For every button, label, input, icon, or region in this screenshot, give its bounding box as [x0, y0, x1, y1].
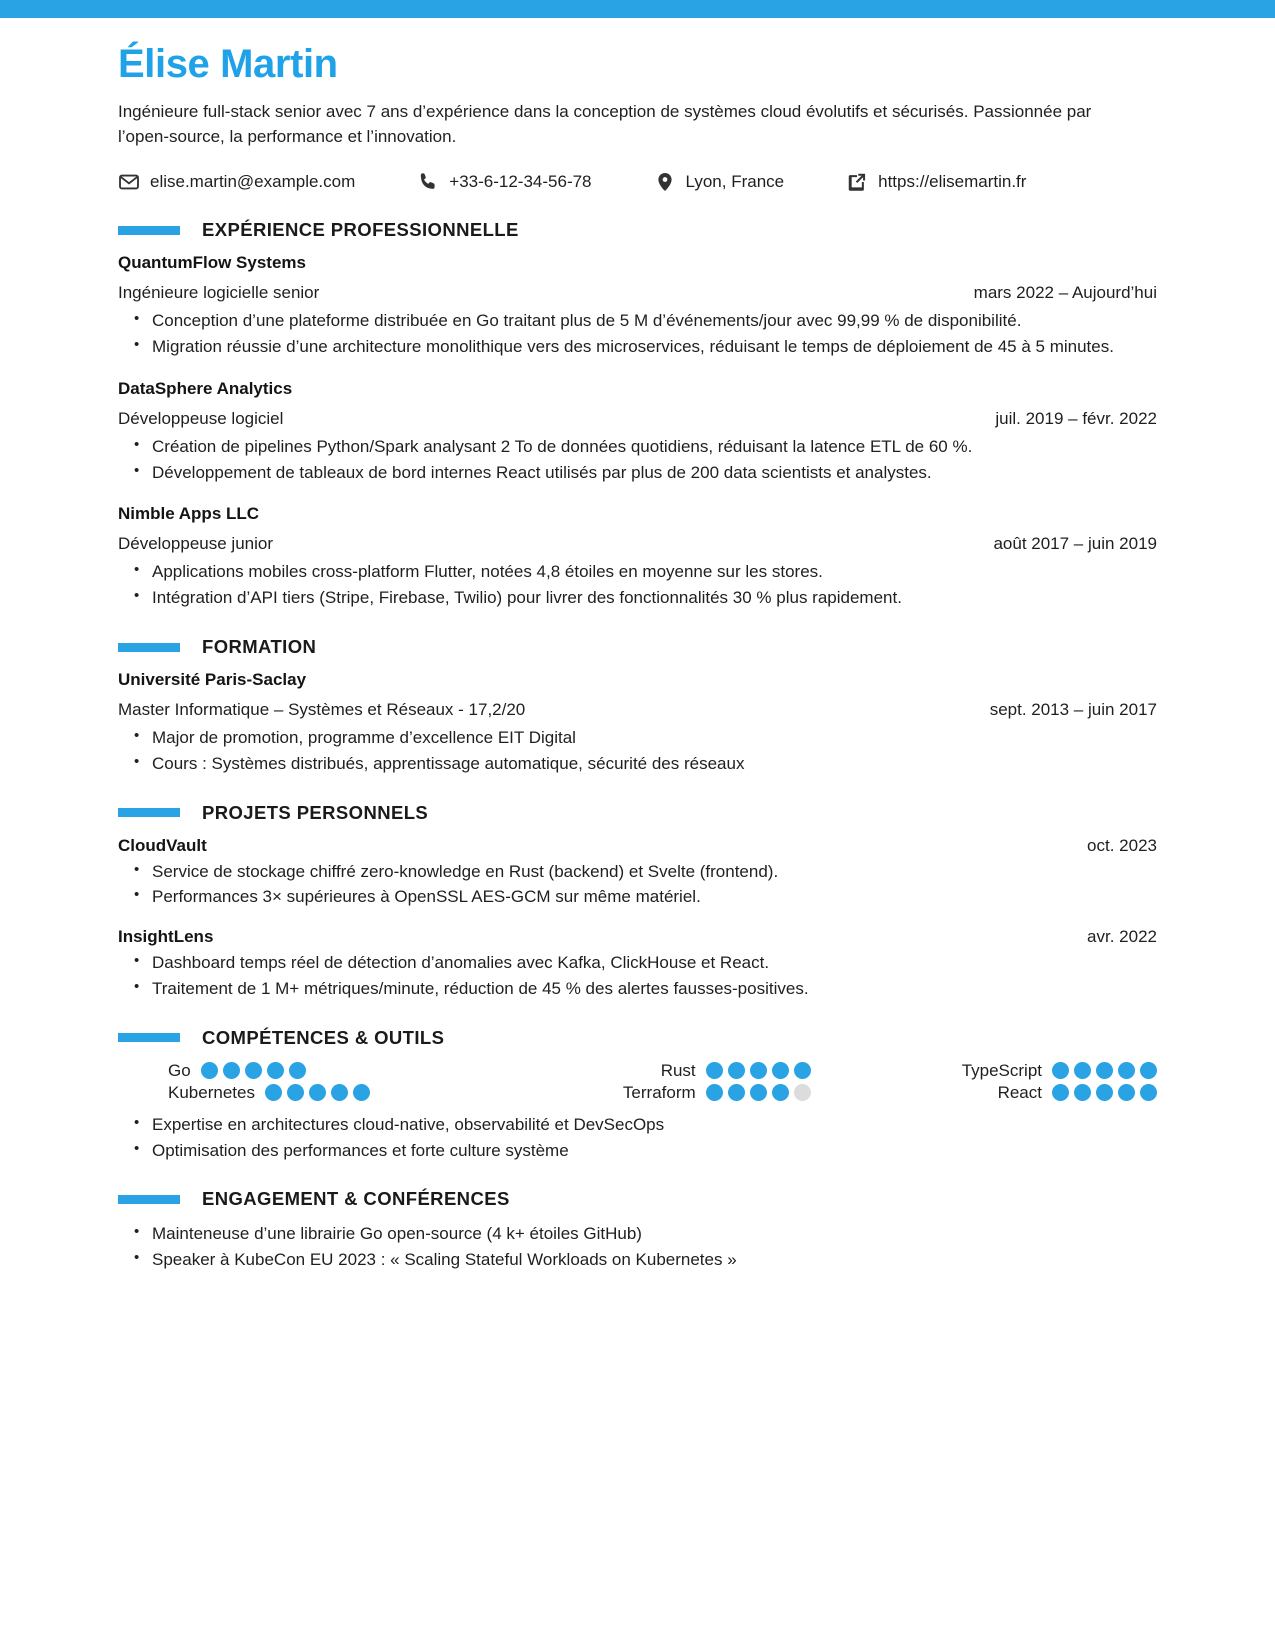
entry-bullets [118, 726, 1157, 776]
project-date: avr. 2022 [1087, 927, 1157, 947]
bullet-item: • Expertise en architectures cloud-native, observabilité et DevSecOps [118, 1113, 1157, 1137]
skill-dot-filled [794, 1062, 811, 1079]
skill-dot-filled [1096, 1062, 1113, 1079]
envelope-icon [118, 171, 140, 193]
skill-name: Kubernetes [168, 1082, 255, 1102]
contact-value: https://elisemartin.fr [878, 172, 1027, 192]
bullet-item: • Dashboard temps réel de détection d’anomalies avec Kafka, ClickHouse et React. [118, 951, 1157, 975]
experience-entry [118, 379, 1157, 485]
entry-bullets [118, 435, 1157, 485]
top-accent-bar [0, 0, 1275, 18]
bullet-item: • Intégration d’API tiers (Stripe, Firebase, Twilio) pour livrer des fonctionnalités 30 % plus rapidement. [118, 586, 1157, 610]
skill-dot-filled [245, 1062, 262, 1079]
entry-dates: août 2017 – juin 2019 [993, 534, 1157, 554]
skill-dot-filled [1074, 1084, 1091, 1101]
bullet-item: • Migration réussie d’une architecture monolithique vers des microservices, réduisant le temps de déploiement de 45 à 5 minutes. [118, 335, 1157, 359]
section-title-education: FORMATION [202, 636, 317, 658]
section-title-projects: PROJETS PERSONNELS [202, 801, 429, 823]
skill-level-dots [706, 1084, 811, 1101]
entry-dates: juil. 2019 – févr. 2022 [995, 408, 1157, 428]
skill-dot-filled [772, 1084, 789, 1101]
section-header-engagement [118, 1188, 1157, 1210]
engagement-bullets [118, 1222, 1157, 1272]
skill-dot-filled [265, 1084, 282, 1101]
skill-dot-filled [267, 1062, 284, 1079]
entry-role-line [118, 409, 1157, 429]
section-education [118, 636, 1157, 776]
skill-dot-filled [706, 1084, 723, 1101]
section-accent-bar [118, 226, 180, 235]
skill-name: React [997, 1082, 1042, 1102]
bullet-item: • Performances 3× supérieures à OpenSSL AES-GCM sur même matériel. [118, 885, 1157, 909]
section-experience [118, 219, 1157, 610]
section-accent-bar [118, 643, 180, 652]
skill-rating-row [811, 1083, 1157, 1103]
bullet-item: • Applications mobiles cross-platform Flutter, notées 4,8 étoiles en moyenne sur les stores. [118, 560, 1157, 584]
project-entries [118, 836, 1157, 1001]
skill-dot-filled [1140, 1062, 1157, 1079]
skills-bullets [118, 1113, 1157, 1163]
skill-rating-row [118, 1083, 464, 1103]
contact-item[interactable] [417, 171, 591, 193]
skill-level-dots [265, 1084, 370, 1101]
section-title-skills: COMPÉTENCES & OUTILS [202, 1026, 445, 1048]
bullet-item: • Cours : Systèmes distribués, apprentissage automatique, sécurité des réseaux [118, 752, 1157, 776]
bullet-item: • Développement de tableaux de bord internes React utilisés par plus de 200 data scientists et analystes. [118, 461, 1157, 485]
entry-organization: QuantumFlow Systems [118, 253, 306, 273]
entry-role-line [118, 534, 1157, 554]
skill-dot-filled [1074, 1062, 1091, 1079]
section-accent-bar [118, 1195, 180, 1204]
page-title: Élise Martin [118, 42, 338, 86]
bullet-item: • Conception d’une plateforme distribuée en Go traitant plus de 5 M d’événements/jour avec 99,99 % de disponibilité. [118, 309, 1157, 333]
education-entries [118, 670, 1157, 776]
section-projects [118, 802, 1157, 1001]
project-bullets [118, 951, 1157, 1001]
entry-bullets [118, 309, 1157, 359]
skills-grid [118, 1061, 1157, 1103]
entry-organization: Nimble Apps LLC [118, 504, 260, 524]
entry-role: Ingénieure logicielle senior [118, 283, 320, 303]
skill-rating-row [464, 1083, 810, 1103]
experience-entries [118, 253, 1157, 610]
experience-entry [118, 253, 1157, 359]
section-title-experience: EXPÉRIENCE PROFESSIONNELLE [202, 219, 519, 241]
entry-role-line [118, 283, 1157, 303]
skill-dot-filled [750, 1084, 767, 1101]
skill-level-dots [201, 1062, 306, 1079]
skill-dot-filled [289, 1062, 306, 1079]
skill-dot-filled [1118, 1084, 1135, 1101]
section-title-engagement: ENGAGEMENT & CONFÉRENCES [202, 1188, 510, 1210]
skill-dot-filled [309, 1084, 326, 1101]
skill-dot-filled [287, 1084, 304, 1101]
project-title-line [118, 927, 1157, 947]
experience-entry [118, 504, 1157, 610]
skill-rating-row [118, 1061, 464, 1081]
skill-dot-filled [750, 1062, 767, 1079]
section-skills [118, 1027, 1157, 1163]
external-link-icon [846, 171, 868, 193]
contact-item[interactable] [118, 171, 355, 193]
skill-name: Go [168, 1060, 191, 1080]
entry-role: Master Informatique – Systèmes et Réseaux - 17,2/20 [118, 700, 526, 720]
skill-dot-filled [728, 1062, 745, 1079]
resume-header [118, 42, 1157, 193]
section-accent-bar [118, 808, 180, 817]
skill-dot-filled [706, 1062, 723, 1079]
skill-level-dots [706, 1062, 811, 1079]
skill-dot-filled [1140, 1084, 1157, 1101]
entry-dates: sept. 2013 – juin 2017 [989, 700, 1157, 720]
section-header-experience [118, 219, 1157, 241]
skill-dot-filled [331, 1084, 348, 1101]
skill-dot-filled [1052, 1062, 1069, 1079]
entry-dates: mars 2022 – Aujourd’hui [973, 283, 1157, 303]
skill-rating-row [464, 1061, 810, 1081]
section-header-skills [118, 1027, 1157, 1049]
project-date: oct. 2023 [1087, 835, 1157, 855]
contact-row [118, 171, 1157, 193]
project-name: CloudVault [118, 835, 207, 855]
contact-value: +33-6-12-34-56-78 [449, 172, 592, 192]
contact-item[interactable] [654, 171, 785, 193]
experience-entry [118, 670, 1157, 776]
entry-organization: Université Paris-Saclay [118, 670, 307, 690]
bullet-item: • Création de pipelines Python/Spark analysant 2 To de données quotidiens, réduisant la latence ETL de 60 %. [118, 435, 1157, 459]
phone-icon [417, 171, 439, 193]
project-entry [118, 836, 1157, 910]
contact-item[interactable] [846, 171, 1026, 193]
bullet-item: • Optimisation des performances et forte culture système [118, 1139, 1157, 1163]
skill-dot-filled [1096, 1084, 1113, 1101]
section-header-education [118, 636, 1157, 658]
entry-role: Développeuse junior [118, 534, 273, 554]
skill-name: Rust [660, 1060, 696, 1080]
skill-name: TypeScript [961, 1060, 1042, 1080]
entry-bullets [118, 560, 1157, 610]
location-pin-icon [654, 171, 676, 193]
bullet-item: • Speaker à KubeCon EU 2023 : « Scaling Stateful Workloads on Kubernetes » [118, 1248, 1157, 1272]
skill-dot-filled [772, 1062, 789, 1079]
skill-dot-filled [1052, 1084, 1069, 1101]
skill-dot-filled [353, 1084, 370, 1101]
skill-level-dots [1052, 1084, 1157, 1101]
skill-dot-filled [1118, 1062, 1135, 1079]
project-name: InsightLens [118, 927, 214, 947]
bullet-item: • Service de stockage chiffré zero-knowledge en Rust (backend) et Svelte (frontend). [118, 860, 1157, 884]
bullet-item: • Traitement de 1 M+ métriques/minute, réduction de 45 % des alertes fausses-positives. [118, 977, 1157, 1001]
skill-dot-filled [201, 1062, 218, 1079]
entry-organization: DataSphere Analytics [118, 378, 293, 398]
skill-name: Terraform [622, 1082, 696, 1102]
project-entry [118, 927, 1157, 1001]
bullet-item: • Major de promotion, programme d’excellence EIT Digital [118, 726, 1157, 750]
entry-role: Développeuse logiciel [118, 408, 284, 428]
skill-rating-row [811, 1061, 1157, 1081]
skill-dot-filled [223, 1062, 240, 1079]
section-header-projects [118, 802, 1157, 824]
skill-dot-filled [728, 1084, 745, 1101]
skill-dot-empty [794, 1084, 811, 1101]
bullet-item: • Mainteneuse d’une librairie Go open-source (4 k+ étoiles GitHub) [118, 1222, 1157, 1246]
contact-value: Lyon, France [685, 172, 785, 192]
project-bullets [118, 860, 1157, 910]
skill-level-dots [1052, 1062, 1157, 1079]
section-engagement [118, 1188, 1157, 1272]
contact-value: elise.martin@example.com [150, 172, 356, 192]
entry-role-line [118, 700, 1157, 720]
project-title-line [118, 836, 1157, 856]
profile-summary: Ingénieure full-stack senior avec 7 ans d’expérience dans la conception de systèmes cloud évolutifs et sécurisés. Passionnée par l’open-source, la performance et l’innovation. [118, 102, 1092, 146]
section-accent-bar [118, 1033, 180, 1042]
